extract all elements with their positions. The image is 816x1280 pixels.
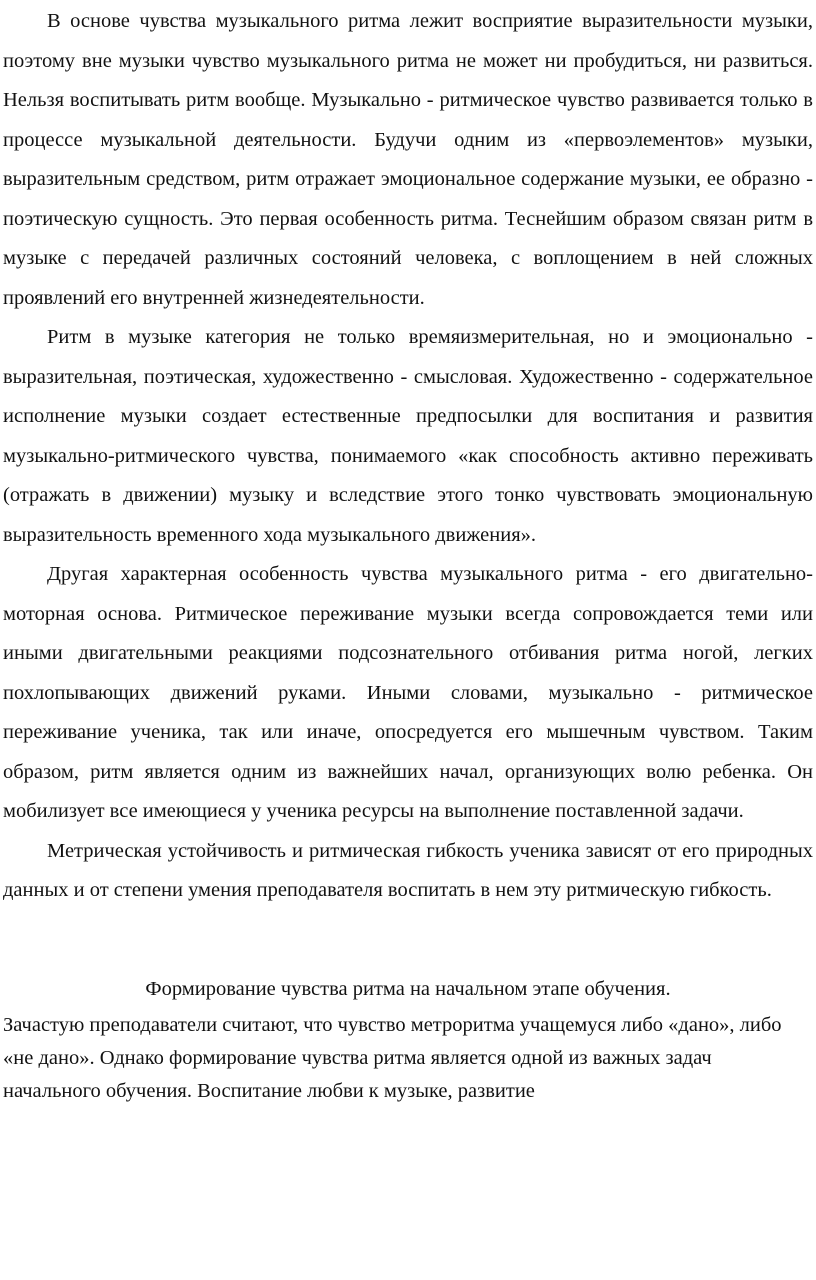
paragraph-3: Другая характерная особенность чувства музыкального ритма - его двигательно-моторная основа. Ритмическое переживание музыки всегда сопровождается теми или иными двигательными реакциями подсознательного отбивания ритма ногой, легких похлопывающих движений руками. Иными словами, музыкально - ритмическое переживание ученика, так или иначе, опосредуется его мышечным чувством. Таким образом, ритм является одним из важнейших начал, организующих волю ребенка. Он мобилизует все имеющиеся у ученика ресурсы на выполнение поставленной задачи. [3,563,813,822]
section-intro-paragraph: Зачастую преподаватели считают, что чувство метроритма учащемуся либо «дано», либо «не дано». Однако формирование чувства ритма является одной из важных задач начального обучения. Воспитание любви к музыке, развитие [3,1014,782,1102]
paragraph-1: В основе чувства музыкального ритма лежит восприятие выразительности музыки, поэтому вне музыки чувство музыкального ритма не может ни пробудиться, ни развиться. Нельзя воспитывать ритм вообще. Музыкально - ритмическое чувство развивается только в процессе музыкальной деятельности. Будучи одним из «первоэлементов» музыки, выразительным средством, ритм отражает эмоциональное содержание музыки, ее образно - поэтическую сущность. Это первая особенность ритма. Теснейшим образом связан ритм в музыке с передачей различных состояний человека, с воплощением в ней сложных проявлений его внутренней жизнедеятельности. [3,10,813,309]
section-heading: Формирование чувства ритма на начальном этапе обучения. [145,977,671,1000]
paragraph-2: Ритм в музыке категория не только времяизмерительная, но и эмоционально - выразительная, поэтическая, художественно - смысловая. Художественно - содержательное исполнение музыки создает естественные предпосылки для воспитания и развития музыкально-ритмического чувства, понимаемого «как способность активно переживать (отражать в движении) музыку и вследствие этого тонко чувствовать эмоциональную выразительность временного хода музыкального движения». [3,326,813,546]
paragraph-4: Метрическая устойчивость и ритмическая гибкость ученика зависят от его природных данных и от степени умения преподавателя воспитать в нем эту ритмическую гибкость. [3,839,813,901]
